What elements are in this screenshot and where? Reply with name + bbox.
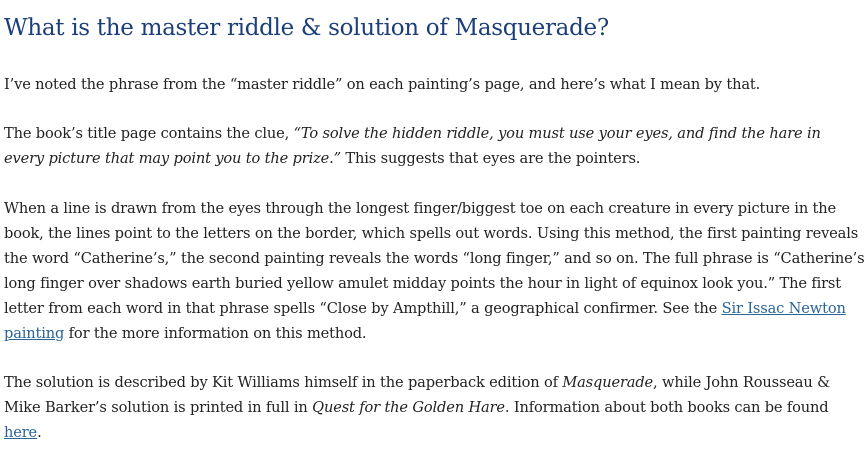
method-line-6 [4, 321, 864, 346]
solution-line-2 [4, 395, 830, 420]
clue-line-1 [4, 121, 821, 146]
intro-paragraph [4, 72, 760, 97]
sir-isaac-newton-painting-link[interactable]: Sir Issac Newton [721, 300, 846, 317]
quest-book-title: Quest for the Golden Hare [312, 399, 505, 416]
method-line-2: book, the lines point to the letters on the border, which spells out words. Using this method, the first painting reveals [4, 225, 859, 242]
clue-paragraph [4, 121, 821, 171]
clue-intro-text: The book’s title page contains the clue, [4, 125, 294, 142]
method-line-4: long finger over shadows earth buried yellow amulet midday points the hour in light of equinox look you.” The first [4, 275, 841, 292]
method-line-6-text: for the more information on this method. [64, 325, 367, 342]
solution-line-1-text-b: , while John Rousseau & [653, 374, 830, 391]
method-line-1: When a line is drawn from the eyes through the longest finger/biggest toe on each creature in every picture in the [4, 200, 837, 217]
method-line-3: the word “Catherine’s,” the second painting reveals the words “long finger,” and so on. The full phrase is “Catherine’s [4, 250, 864, 267]
clue-quote-part-2: every picture that may point you to the prize.” [4, 150, 341, 167]
solution-line-3-text: . [37, 424, 42, 441]
solution-line-2-text-a: Mike Barker’s solution is printed in full in [4, 399, 313, 416]
solution-line-1-text-a: The solution is described by Kit Williams himself in the paperback edition of [4, 374, 563, 391]
clue-conclusion-text: This suggests that eyes are the pointers. [340, 150, 641, 167]
method-paragraph [4, 196, 864, 346]
solution-paragraph [4, 370, 830, 445]
solution-line-2-text-b: . Information about both books can be found [504, 399, 829, 416]
page-title: What is the master riddle & solution of Masquerade? [4, 15, 609, 41]
method-line-5-text: letter from each word in that phrase spells “Close by Ampthill,” a geographical confirmer. See the [4, 300, 722, 317]
solution-line-1 [4, 370, 830, 395]
clue-quote-part-1: “To solve the hidden riddle, you must use your eyes, and find the hare in [293, 125, 821, 142]
solution-line-3 [4, 420, 830, 445]
books-info-link[interactable]: here [4, 424, 38, 441]
method-line-5 [4, 296, 864, 321]
masquerade-book-title: Masquerade [562, 374, 654, 391]
clue-line-2 [4, 146, 821, 171]
sir-isaac-newton-painting-link-continued[interactable]: painting [4, 325, 65, 342]
intro-text: I’ve noted the phrase from the “master riddle” on each painting’s page, and here’s what I mean by that. [4, 76, 761, 93]
